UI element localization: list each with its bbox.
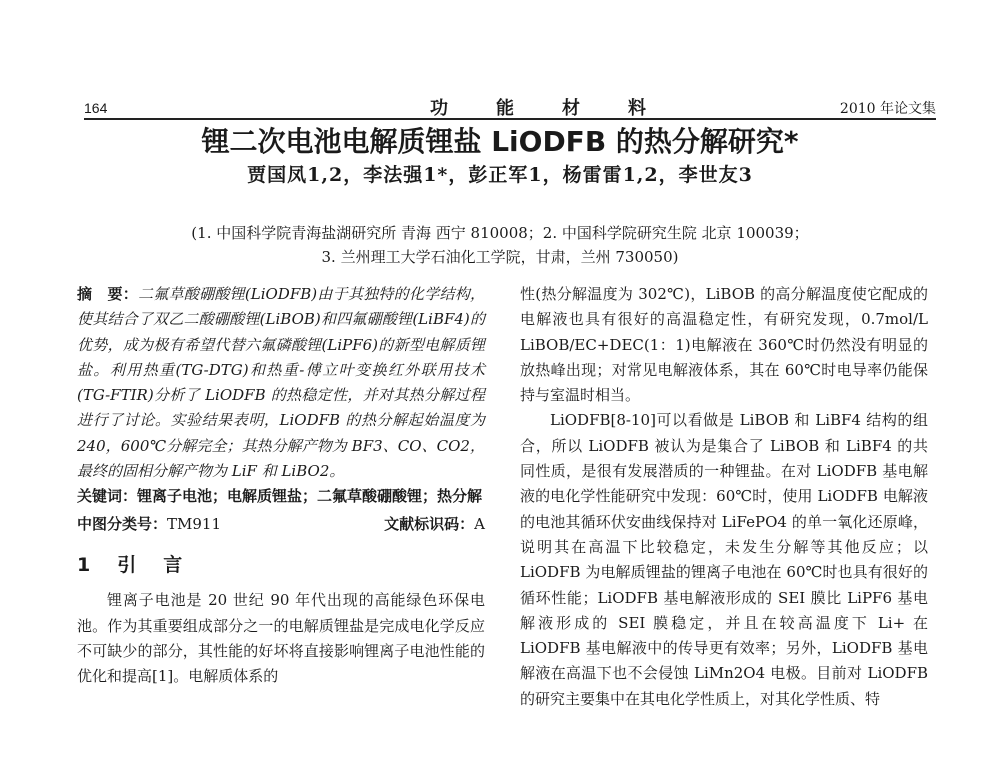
journal-name: 功能材料	[430, 98, 694, 119]
abstract-text: 二氟草酸硼酸锂(LiODFB)由于其独特的化学结构，使其结合了双乙二酸硼酸锂(LiBOB)和四氟硼酸锂(LiBF4)的优势，成为极有希望代替六氟磷酸锂(LiPF6)的新型电解质锂盐。利用热重(TG-DTG)和热重-傅立叶变换红外联用技术(TG-FTIR)分析了 LiODFB 的热稳定性，并对其热分解过程进行了讨论。实验结果表明，LiODFB 的热分解起始温度为 240，600℃分解完全；其热分解产物为 BF3、CO、CO2，最终的固相分解产物为 LiF 和 LiBO2。	[77, 285, 485, 481]
keywords-text: 锂离子电池；电解质锂盐；二氟草酸硼酸锂；热分解	[137, 487, 483, 506]
clc-code	[77, 512, 221, 537]
affiliation-line-2: 3. 兰州理工大学石油化工学院，甘肃，兰州 730050)	[321, 248, 679, 266]
left-column	[77, 282, 485, 689]
doc-value: A	[474, 514, 485, 533]
abstract	[77, 282, 485, 484]
page-number: 164	[84, 100, 108, 116]
right-column	[520, 282, 928, 712]
affiliation-line-1: (1. 中国科学院青海盐湖研究所 青海 西宁 810008；2. 中国科学院研究生院 北京 100039；	[191, 224, 809, 242]
keywords	[77, 484, 485, 509]
author-list: 贾国凤1,2，李法强1*，彭正军1，杨雷雷1,2，李世友3	[247, 164, 753, 186]
issue-label: 2010 年论文集	[839, 101, 936, 117]
doc-label: 文献标识码：	[384, 514, 475, 533]
right-paragraph-2: LiODFB[8-10]可以看做是 LiBOB 和 LiBF4 结构的组合，所以 LiODFB 被认为是集合了 LiBOB 和 LiBF4 的共同性质，是很有发展潜质的一种锂盐。在对 LiODFB 基电解液的电化学性能研究中发现：60℃时，使用 LiODFB 电解液的电池其循环伏安曲线保持对 LiFePO4 的单一氧化还原峰，说明其在高温下比较稳定，未发生分解等其他反应；以 LiODFB 为电解质锂盐的锂离子电池在 60℃时也具有很好的循环性能；LiODFB 基电解液形成的 SEI 膜比 LiPF6 基电解液形成的 SEI 膜稳定，并且在较高温度下 Li+ 在 LiODFB 基电解液中的传导更有效率；另外，LiODFB 基电解液在高温下也不会侵蚀 LiMn2O4 电极。目前对 LiODFB 的研究主要集中在其电化学性质上，对其化学性质、特	[520, 411, 928, 708]
right-paragraph-1: 性(热分解温度为 302℃)，LiBOB 的高分解温度使它配成的电解液也具有很好的高温稳定性，有研究发现，0.7mol/L LiBOB/EC+DEC(1：1)电解液在 360℃时仍然没有明显的放热峰出现；对常见电解液体系，其在 60℃时电导率仍能保持与室温时相当。	[520, 285, 928, 405]
keywords-label: 关键词：	[77, 487, 138, 506]
intro-paragraph: 锂离子电池是 20 世纪 90 年代出现的高能绿色环保电池。作为其重要组成部分之一的电解质锂盐是完成电化学反应不可缺少的部分，其性能的好坏将直接影响锂离子电池性能的优化和提高[1]。电解质体系的	[77, 591, 485, 686]
abstract-label: 摘 要：	[77, 285, 139, 303]
section-heading: 1 引 言	[77, 553, 187, 576]
clc-value: TM911	[167, 514, 222, 533]
clc-label: 中图分类号：	[77, 514, 168, 533]
paper-title: 锂二次电池电解质锂盐 LiODFB 的热分解研究*	[201, 125, 799, 158]
classification-row	[77, 512, 485, 537]
doc-code	[384, 512, 485, 537]
